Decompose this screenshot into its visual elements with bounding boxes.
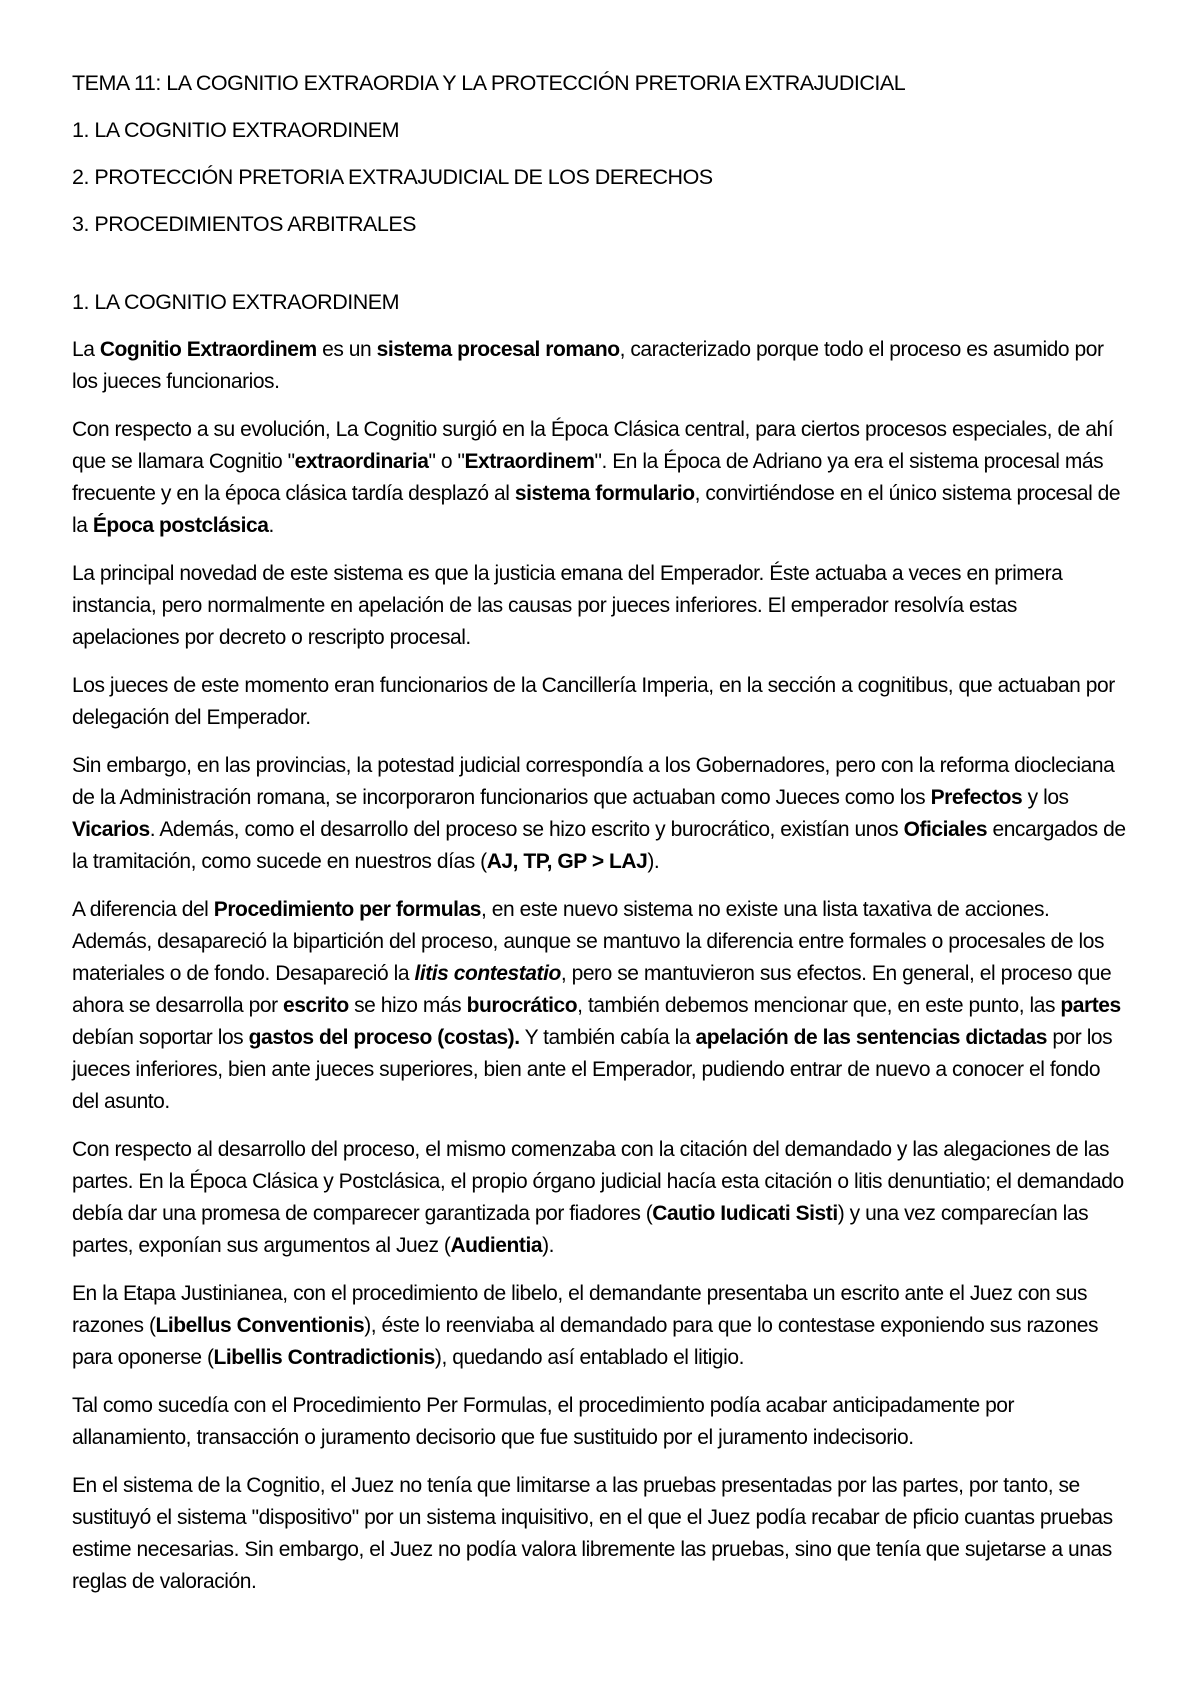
section-heading: 1. LA COGNITIO EXTRAORDINEM [72,290,399,314]
text-run: A diferencia del [72,898,214,921]
text-run: , caracterizado porque todo el proceso es asumido por los jueces funcionarios. [72,338,1104,393]
text-run: Con respecto a su evolución, La Cognitio surgió en la Época Clásica central, para ciertos procesos especiales, de ahí que se llamara Cognitio " [72,418,1114,473]
bold-term: escrito [283,994,349,1017]
paragraph-5 [72,750,1128,878]
paragraph-1 [72,334,1128,398]
outline-item-2: 2. PROTECCIÓN PRETORIA EXTRAJUDICIAL DE LOS DERECHOS [72,165,713,189]
text-run: La [72,338,100,361]
text-run: por los jueces inferiores, bien ante jueces superiores, bien ante el Emperador, pudiendo entrar de nuevo a conocer el fondo del asunto. [72,1026,1113,1113]
paragraph-9 [72,1390,1128,1454]
bold-term: apelación de las sentencias dictadas [695,1026,1047,1049]
paragraph-4 [72,670,1128,734]
text-run: y los [1022,786,1069,809]
paragraph-7 [72,1134,1128,1262]
bold-term: partes [1060,994,1121,1017]
bold-term: Libellis Contradictionis [213,1346,435,1369]
paragraph-10 [72,1470,1128,1598]
text-run: , en este nuevo sistema no existe una lista taxativa de acciones. Además, desapareció la bipartición del proceso, aunque se mantuvo la diferencia entre formales o procesales de los materiales o de fondo. Desapareció la [72,898,1104,985]
bold-term: sistema formulario [514,482,695,505]
text-run: ), éste lo reenviaba al demandado para que lo contestase exponiendo sus razones para oponerse ( [72,1314,1099,1369]
text-run: ). [542,1234,555,1257]
text-run: La principal novedad de este sistema es que la justicia emana del Emperador. Éste actuaba a veces en primera instancia, pero normalmente en apelación de las causas por jueces inferiores. El emperador resolvía estas apelaciones por decreto o rescripto procesal. [72,562,1063,649]
text-run: , pero se mantuvieron sus efectos. En general, el proceso que ahora se desarrolla por [72,962,1112,1017]
bold-term: Cognitio Extraordinem [99,338,317,361]
text-run: encargados de la tramitación, como sucede en nuestros días ( [72,818,1126,873]
paragraph-8 [72,1278,1128,1374]
text-run: En el sistema de la Cognitio, el Juez no tenía que limitarse a las pruebas presentadas por las partes, por tanto, se sustituyó el sistema "dispositivo" por un sistema inquisitivo, en el que el Juez podía recabar de pficio cuantas pruebas estime necesarias. Sin embargo, el Juez no podía valora libremente las pruebas, sino que tenía que sujetarse a unas reglas de valoración. [72,1474,1113,1593]
document-title: TEMA 11: LA COGNITIO EXTRAORDIA Y LA PROTECCIÓN PRETORIA EXTRAJUDICIAL [72,71,906,95]
bold-term: gastos del proceso (costas). [248,1026,520,1049]
text-run: ), quedando así entablado el litigio. [434,1346,744,1369]
text-run: Con respecto al desarrollo del proceso, el mismo comenzaba con la citación del demandado y las alegaciones de las partes. En la Época Clásica y Postclásica, el propio órgano judicial hacía esta citación o litis denuntiatio; el demandado debía dar una promesa de comparecer garantizada por fiadores ( [72,1138,1124,1225]
paragraph-6 [72,894,1128,1118]
text-run: , convirtiéndose en el único sistema procesal de la [72,482,1121,537]
bold-term: extraordinaria [294,450,429,473]
paragraph-2 [72,414,1128,542]
text-run: , también debemos mencionar que, en este punto, las [577,994,1061,1017]
text-run: Los jueces de este momento eran funcionarios de la Cancillería Imperia, en la sección a cognitibus, que actuaban por delegación del Emperador. [72,674,1115,729]
text-run: es un [316,338,377,361]
outline-item-3: 3. PROCEDIMIENTOS ARBITRALES [72,212,417,236]
bold-term: Libellus Conventionis [155,1314,365,1337]
bold-term: sistema procesal romano [376,338,620,361]
text-run: Sin embargo, en las provincias, la potestad judicial correspondía a los Gobernadores, pero con la reforma diocleciana de la Administración romana, se incorporaron funcionarios que actuaban como Jueces como los [72,754,1115,809]
text-run: Tal como sucedía con el Procedimiento Per Formulas, el procedimiento podía acabar anticipadamente por allanamiento, transacción o juramento decisorio que fue sustituido por el juramento indecisorio. [72,1394,1015,1449]
text-run: . Además, como el desarrollo del proceso se hizo escrito y burocrático, existían unos [149,818,904,841]
bold-term: Audientia [450,1234,543,1257]
text-run: Y también cabía la [519,1026,696,1049]
text-run: se hizo más [348,994,467,1017]
bold-term: Oficiales [903,818,988,841]
text-run: ) y una vez comparecían las partes, exponían sus argumentos al Juez ( [72,1202,1089,1257]
text-run: En la Etapa Justinianea, con el procedimiento de libelo, el demandante presentaba un escrito ante el Juez con sus razones ( [72,1282,1088,1337]
text-run: ). [647,850,660,873]
text-run: ". En la Época de Adriano ya era el sistema procesal más frecuente y en la época clásica tardía desplazó al [72,450,1104,505]
bold-term: litis contestatio [414,962,561,985]
text-run: . [268,514,274,537]
bold-term: Época postclásica [92,514,269,537]
bold-term: burocrático [466,994,578,1017]
outline-item-1: 1. LA COGNITIO EXTRAORDINEM [72,118,399,142]
bold-term: Extraordinem [464,450,595,473]
bold-term: Cautio Iudicati Sisti [652,1202,838,1225]
bold-term: AJ, TP, GP > LAJ [486,850,648,873]
bold-term: Prefectos [930,786,1023,809]
bold-term: Procedimiento per formulas [213,898,481,921]
text-run: debían soportar los [72,1026,249,1049]
text-run: " o " [428,450,465,473]
paragraph-3 [72,558,1128,654]
bold-term: Vicarios [72,818,150,841]
